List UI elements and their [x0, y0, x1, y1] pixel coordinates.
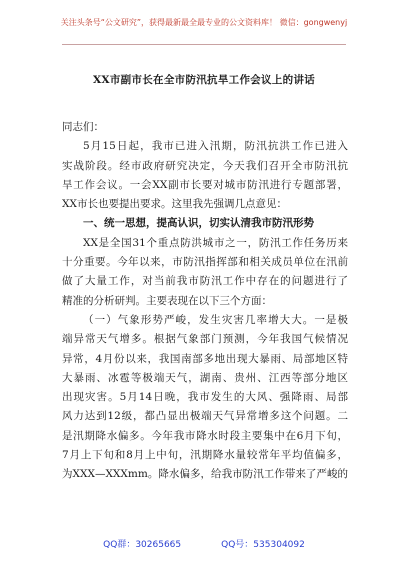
- paragraph-line: 异常，4月份以来，我国南部多地出现大暴雨、局部地区特: [62, 352, 348, 365]
- promo-banner: 关注头条号“公文研究”，获得最新最全最专业的公文资料库！ 微信：gongwenyj: [60, 18, 348, 27]
- qq-group-text: QQ群：30265665: [103, 540, 182, 550]
- salutation: 同志们：: [62, 121, 104, 133]
- section-heading: 一、统一思想，提高认识，切实认清我市防汛形势: [83, 217, 314, 230]
- paragraph-line: 7月上下旬和8月上中旬，汛期降水量较常年平均值偏多，: [62, 449, 348, 462]
- document-title: XX市副市长在全市防汛抗旱工作会议上的讲话: [92, 74, 316, 86]
- banner-divider: [62, 44, 346, 45]
- paragraph-line: 大暴雨、冰雹等极端天气，湖南、贵州、江西等部分地区: [62, 371, 348, 384]
- paragraph-line: 做了大量工作，对当前我市防汛工作中存在的问题进行了: [62, 275, 348, 288]
- paragraph-line: （一）气象形势严峻，发生灾害几率增大大。一是极: [83, 313, 348, 326]
- paragraph-line: 端异常天气增多。根据气象部门预测，今年我国气候情况: [62, 333, 348, 346]
- paragraph-line: 是汛期降水偏多。今年我市降水时段主要集中在6月下旬，: [62, 429, 348, 442]
- document-body: [62, 118, 348, 485]
- paragraph-line: 十分重要。今年以来，市防汛指挥部和相关成员单位在汛前: [62, 256, 348, 269]
- paragraph-line: 实战阶段。经市政府研究决定，今天我们召开全市防汛抗: [62, 159, 348, 172]
- footer-contacts: [0, 537, 408, 550]
- paragraph-line: 5月15日起，我市已进入汛期，防汛抗洪工作已进入: [83, 140, 348, 153]
- paragraph-line: 风力达到12级，都凸显出极端天气异常增多这个问题。二: [62, 410, 348, 423]
- paragraph-line: 精准的分析研判。主要表现在以下三个方面：: [62, 294, 272, 307]
- qq-number-text: QQ号：535304092: [221, 540, 305, 550]
- paragraph-line: XX市长也要提出要求。这里我先强调几点意见：: [62, 198, 287, 211]
- paragraph-line: 出现灾害。5月14日晚，我市发生的大风、强降雨、局部: [62, 391, 348, 404]
- paragraph-line: 旱工作会议。一会XX副市长要对城市防汛进行专题部署，: [62, 178, 348, 191]
- paragraph-line: 为XXX—XXXmm。降水偏多，给我市防汛工作带来了严峻的: [62, 468, 348, 481]
- paragraph-line: XX是全国31个重点防洪城市之一，防汛工作任务历来: [83, 236, 348, 249]
